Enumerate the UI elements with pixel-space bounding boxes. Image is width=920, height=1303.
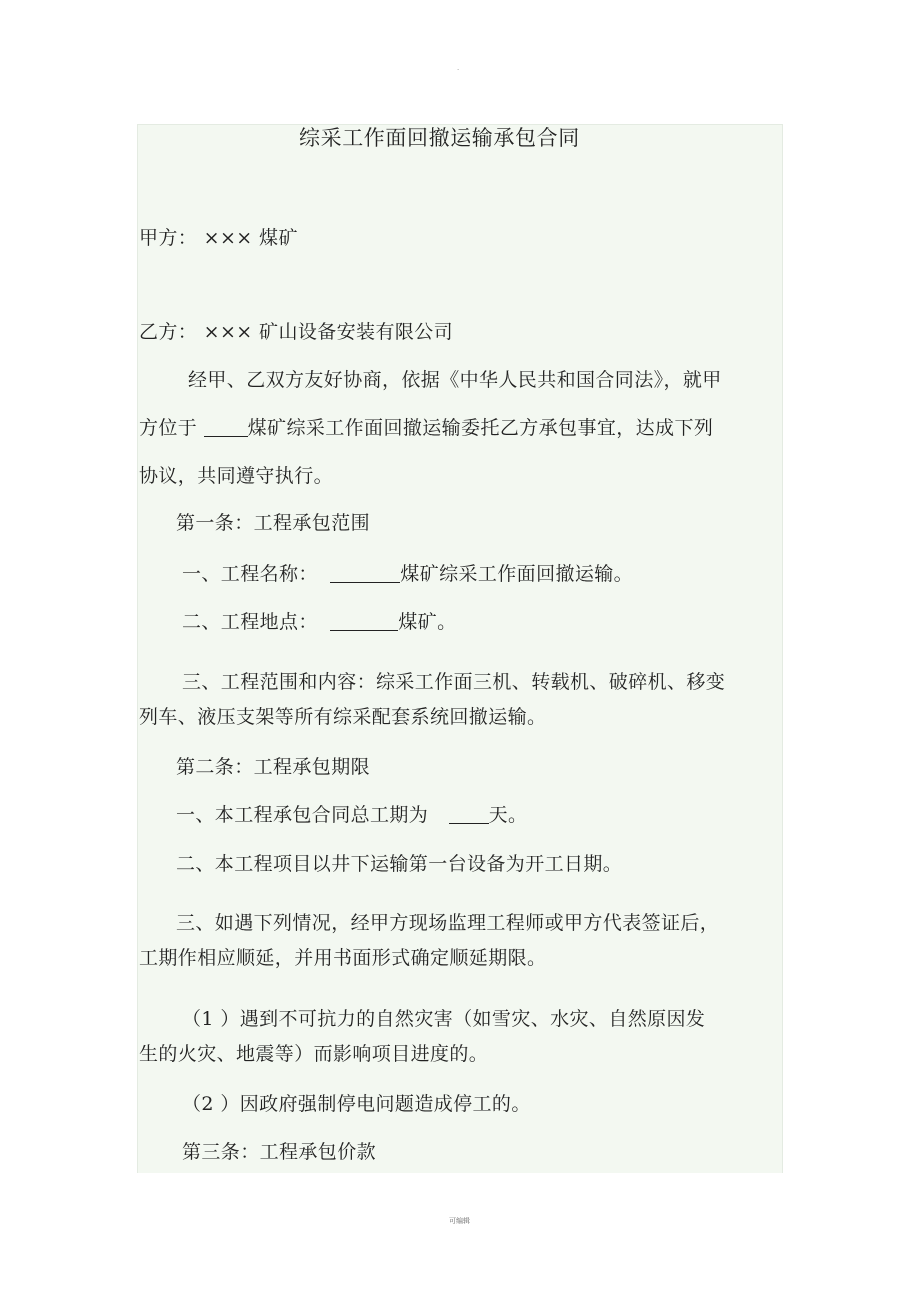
party-b: 乙方： ××× 矿山设备安装有限公司 <box>139 321 454 343</box>
project-location-line <box>182 610 456 634</box>
project-location-label: 二、工程地点： <box>182 611 318 633</box>
project-location-blank <box>330 612 398 631</box>
intro-line-2-prefix: 方位于 <box>139 417 198 439</box>
total-duration-line <box>176 803 527 827</box>
page-top-mark: · <box>457 66 460 74</box>
clause-1-line-2: 生的火灾、地震等）而影响项目进度的。 <box>139 1043 489 1065</box>
article-1-heading: 第一条：工程承包范围 <box>176 512 371 534</box>
clause-2-line: （2 ）因政府强制停电问题造成停工的。 <box>182 1093 531 1115</box>
project-location-suffix: 煤矿。 <box>398 611 457 633</box>
duration-days-blank <box>449 805 489 824</box>
total-duration-label: 一、本工程承包合同总工期为 <box>176 804 429 826</box>
article-3-heading: 第三条：工程承包价款 <box>182 1141 377 1163</box>
footer-editable-label: 可编辑 <box>449 1217 470 1225</box>
extension-line-2: 工期作相应顺延，并用书面形式确定顺延期限。 <box>139 947 547 969</box>
project-name-label: 一、工程名称： <box>182 563 318 585</box>
project-name-suffix: 煤矿综采工作面回撤运输。 <box>400 563 634 585</box>
party-a: 甲方： ××× 煤矿 <box>139 227 298 249</box>
article-2-heading: 第二条：工程承包期限 <box>176 756 371 778</box>
intro-line-3: 协议，共同遵守执行。 <box>139 465 334 487</box>
project-name-blank <box>330 564 400 583</box>
intro-line-1: 经甲、乙双方友好协商，依据《中华人民共和国合同法》，就甲 <box>188 369 722 391</box>
intro-line-2 <box>139 416 713 440</box>
project-scope-line-1: 三、工程范围和内容：综采工作面三机、转载机、破碎机、移变 <box>182 671 726 693</box>
project-scope-line-2: 列车、液压支架等所有综采配套系统回撤运输。 <box>139 706 547 728</box>
intro-line-2-suffix: 煤矿综采工作面回撤运输委托乙方承包事宜，达成下列 <box>247 417 714 439</box>
project-name-line <box>182 562 633 586</box>
document-title: 综采工作面回撤运输承包合同 <box>299 126 580 150</box>
extension-line-1: 三、如遇下列情况，经甲方现场监理工程师或甲方代表签证后， <box>176 912 720 934</box>
clause-1-line-1: （1 ）遇到不可抗力的自然灾害（如雪灾、水灾、自然原因发 <box>182 1008 706 1030</box>
location-blank <box>204 418 248 437</box>
total-duration-suffix: 天。 <box>488 804 528 826</box>
start-date-line: 二、本工程项目以井下运输第一台设备为开工日期。 <box>176 853 623 875</box>
